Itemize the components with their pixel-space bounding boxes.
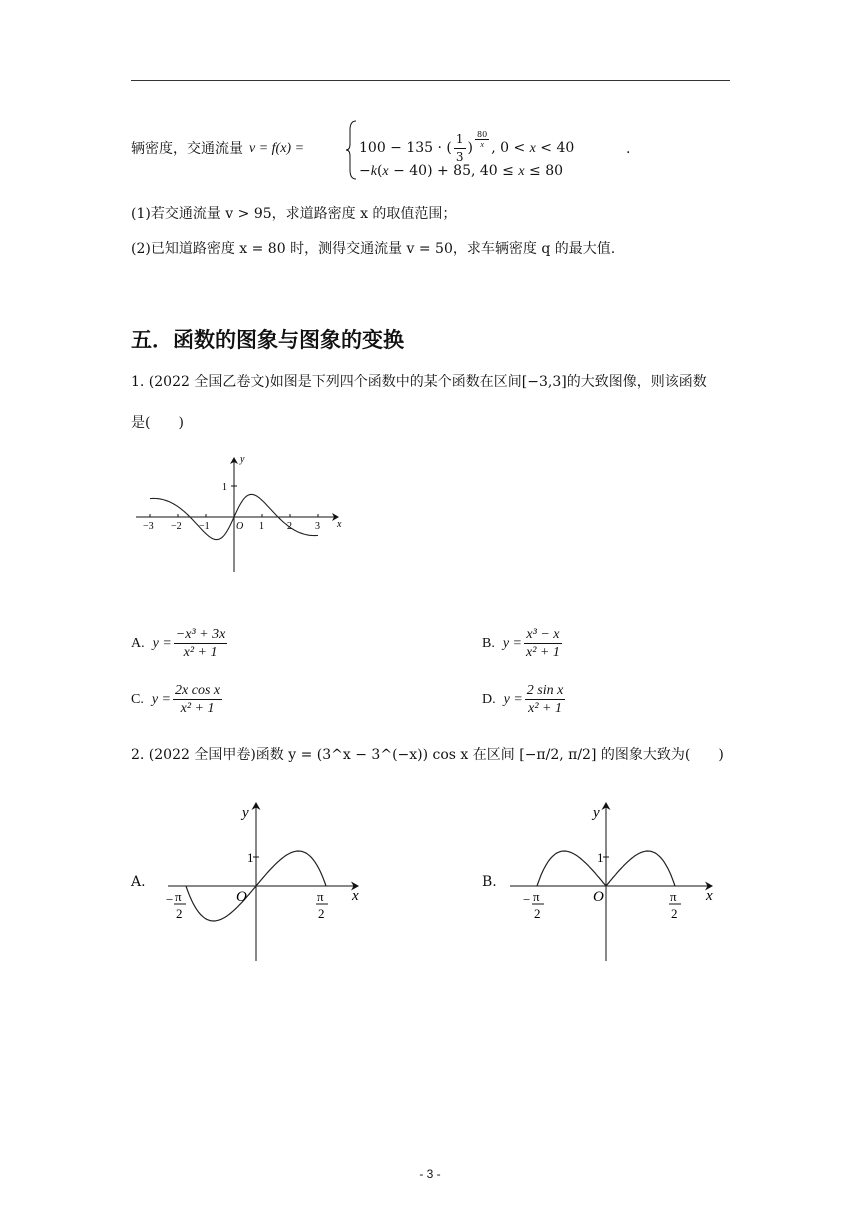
option-b[interactable]: B. y = $\frac{\text{x³ − x}}{\text{x² + 1}}$ [482,627,560,660]
formula-case-1: 100 − 135 · ( $\frac{1}{3}$ ) $^{\frac{80}{x}}$ , 0 < x < 40 [359,130,575,164]
y-label: y [593,805,600,821]
problem-1-line-1: 1. (2022 全国乙卷文)如图是下列四个函数中的某个函数在区间[−3,3]的大致图像，则该函数 [131,374,707,390]
neg-sign: − [523,892,531,907]
pos-pi: π [317,889,324,904]
problem-2-graph-a [160,795,370,965]
problem-2-line: 2. (2022 全国甲卷)函数 y = (3^x − 3^(−x)) cos x 在区间 [−π/2, π/2] 的图象大致为( ) [131,747,724,763]
neg-two: 2 [534,906,541,921]
neg-two: 2 [176,906,183,921]
option-d[interactable]: D. y = $\frac{\text{2 sin x}}{\text{x² + 1}}$ [482,683,564,716]
formula-suffix: . [626,141,631,157]
pos-pi: π [670,889,677,904]
question-1: (1)若交通流量 v > 95，求道路密度 x 的取值范围； [131,206,457,222]
tick-label-3: 3 [315,521,320,532]
header-rule [131,80,730,81]
y-one-label: 1 [597,850,604,865]
problem-2-graph-b [510,795,720,965]
y-label: y [240,454,245,465]
y-one-label: 1 [247,850,254,865]
x-label: x [337,519,342,530]
neg-pi: π [175,889,182,904]
option-2a-label[interactable]: A. [131,874,146,890]
problem-1-graph [132,450,352,580]
pos-two: 2 [318,906,325,921]
neg-sign: − [166,892,174,907]
option-c[interactable]: C. y = $\frac{\text{2x cos x}}{\text{x² + 1}}$ [131,683,221,716]
neg-pi: π [533,889,540,904]
tick-label-neg2: −2 [171,521,182,532]
origin-label: O [236,889,247,905]
option-2b-label[interactable]: B. [482,874,497,890]
origin-label: O [593,889,604,905]
tick-label-neg3: −3 [143,521,154,532]
problem-1-line-2: 是( ) [131,415,184,431]
formula-case-2: −k(x − 40) + 85, 40 ≤ x ≤ 80 [359,163,564,179]
formula-lhs: v = f(x) = [249,141,305,156]
page-number: - 3 - [419,1167,441,1181]
intro-prefix: 辆密度，交通流量 [131,141,243,157]
tick-label-2: 2 [287,521,292,532]
question-2: (2)已知道路密度 x = 80 时，测得交通流量 v = 50，求车辆密度 q 的最大值. [131,241,616,257]
section-title: 五．函数的图象与图象的变换 [131,328,404,352]
tick-label-1: 1 [259,521,264,532]
intro-formula [131,118,651,182]
brace-icon [346,120,358,180]
pos-two: 2 [671,906,678,921]
option-a[interactable]: A. y = $\frac{\text{−x³ + 3x}}{\text{x² + 1}}$ [131,627,226,660]
origin-label: O [236,521,244,532]
x-label: x [352,888,359,904]
y-label: y [242,805,249,821]
tick-label-neg1: −1 [199,521,210,532]
x-label: x [706,888,713,904]
y-one-label: 1 [222,482,227,493]
